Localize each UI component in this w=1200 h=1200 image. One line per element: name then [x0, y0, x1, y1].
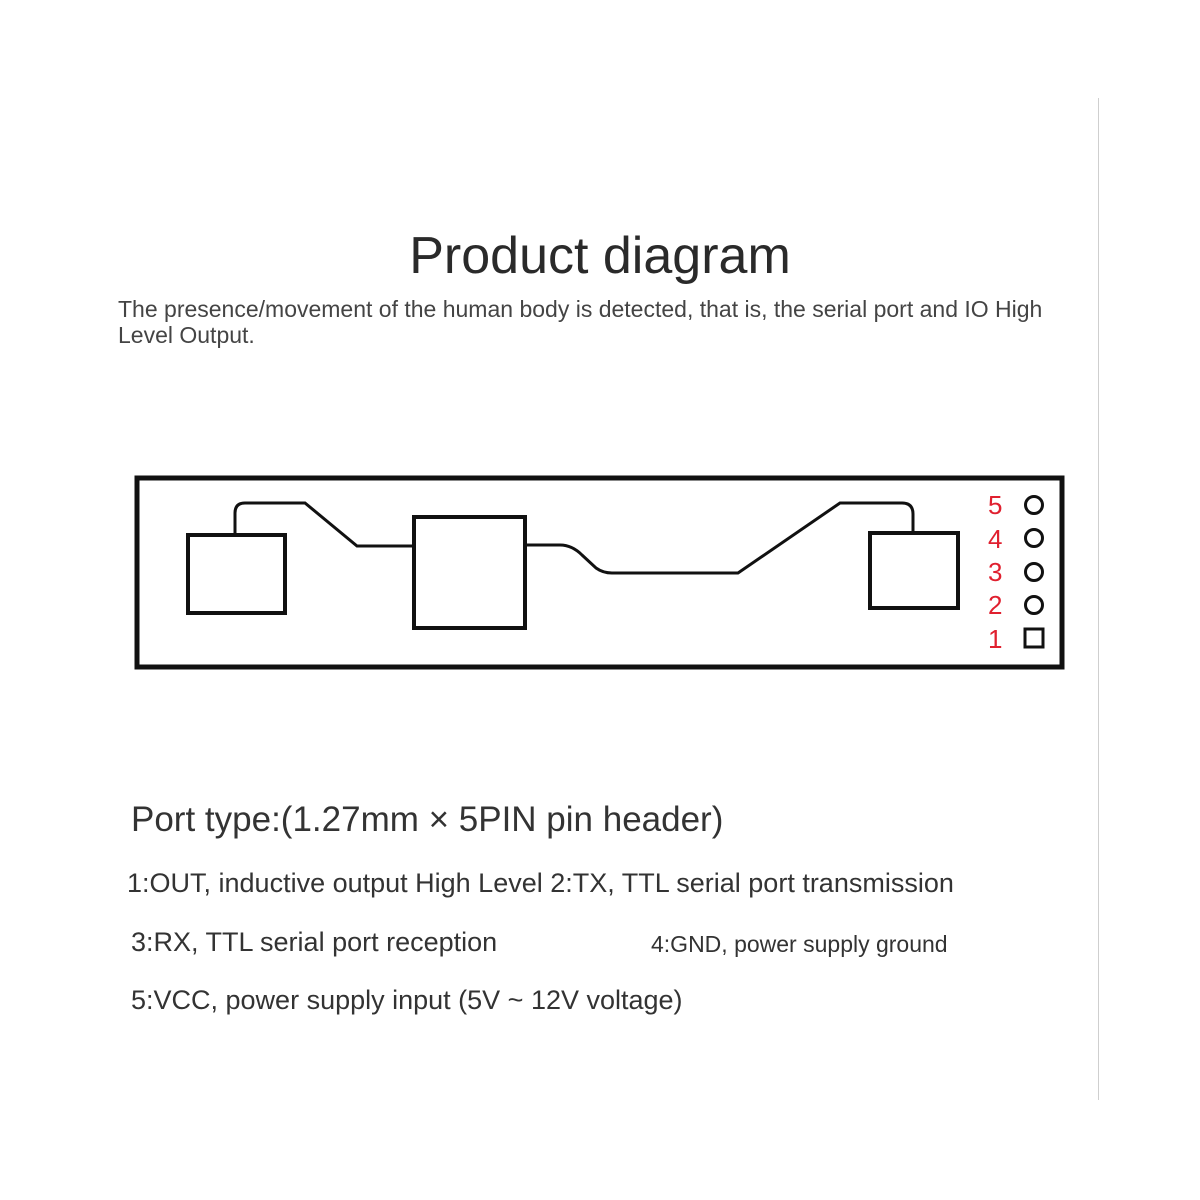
pin-description-4: 4:GND, power supply ground [651, 931, 948, 957]
subtitle: The presence/movement of the human body is detected, that is, the serial port and IO High Level Output. [118, 296, 1043, 348]
pin-label: 3 [988, 557, 1003, 587]
pin-2 [988, 590, 1043, 620]
pin-label: 1 [988, 624, 1003, 654]
pin-description-3: 3:RX, TTL serial port reception [131, 927, 498, 957]
pin-3 [988, 557, 1043, 587]
pin-1 [988, 624, 1043, 654]
pin-label: 4 [988, 524, 1003, 554]
pin-4 [988, 524, 1043, 554]
trace-right [525, 503, 913, 573]
pin-label: 5 [988, 490, 1003, 520]
pin-hole-circle [1026, 564, 1043, 581]
pin-description-1-2: 1:OUT, inductive output High Level 2:TX, TTL serial port transmission [127, 868, 954, 898]
pin-hole-circle [1026, 497, 1043, 514]
pin-header [988, 490, 1043, 654]
component-center [414, 517, 525, 628]
pin-5 [988, 490, 1043, 520]
pin-hole-circle [1026, 597, 1043, 614]
pin-description-5: 5:VCC, power supply input (5V ~ 12V voltage) [131, 985, 683, 1015]
component-left [188, 535, 285, 613]
page-title: Product diagram [409, 227, 791, 285]
pin-label: 2 [988, 590, 1003, 620]
component-right [870, 533, 958, 608]
pin-hole-square [1025, 629, 1043, 647]
port-type-heading: Port type:(1.27mm × 5PIN pin header) [131, 800, 724, 839]
pin-hole-circle [1026, 530, 1043, 547]
